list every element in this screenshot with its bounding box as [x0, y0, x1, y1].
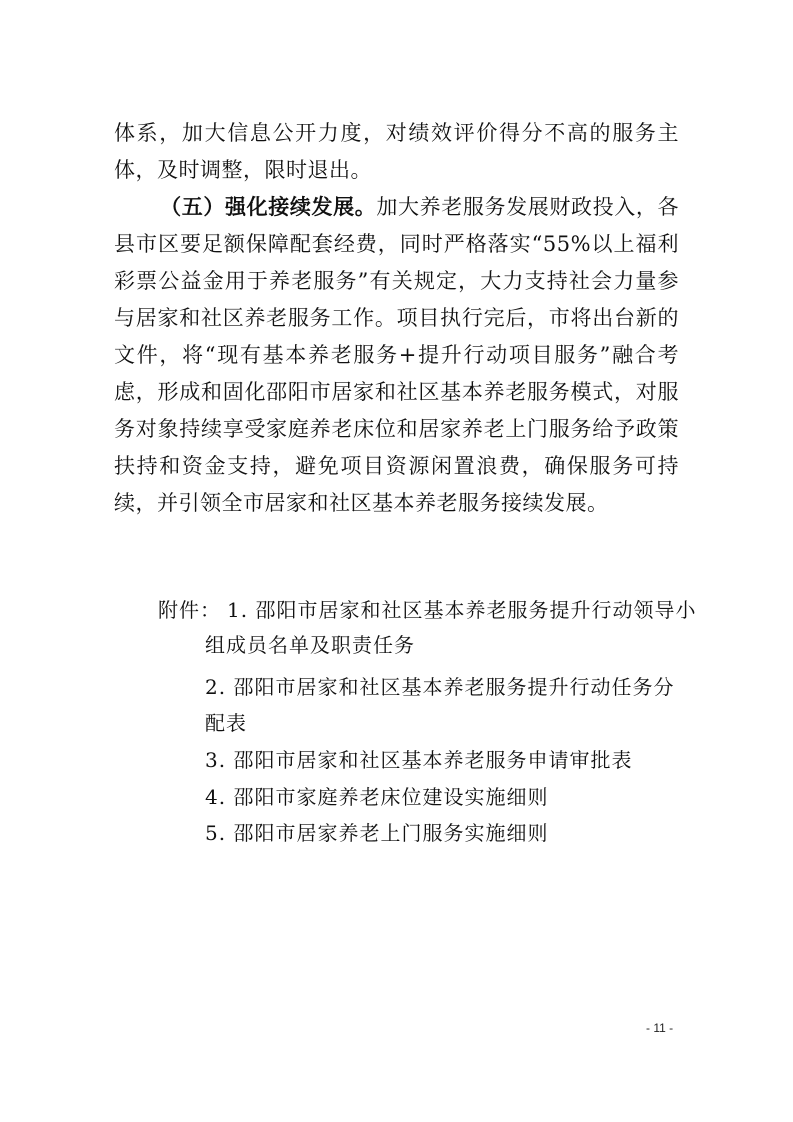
attachment-item-4: 4. 邵阳市家庭养老床位建设实施细则	[205, 785, 549, 809]
attachment-item-2: 2. 邵阳市居家和社区基本养老服务提升行动任务分	[205, 675, 675, 699]
attachment-item-1-continued: 组成员名单及职责任务	[205, 633, 415, 657]
attachment-item-5: 5. 邵阳市居家养老上门服务实施细则	[205, 821, 549, 845]
attachments-label: 附件：	[158, 598, 221, 622]
page-number: - 11 -	[646, 1021, 674, 1035]
attachment-item-1: 1. 邵阳市居家和社区基本养老服务提升行动领导小	[227, 598, 697, 622]
attachment-item-3: 3. 邵阳市居家和社区基本养老服务申请审批表	[205, 748, 633, 772]
section-heading: （五）强化接续发展。	[160, 195, 377, 219]
paragraph-continued-development	[114, 189, 679, 522]
attachment-item-2-continued: 配表	[205, 711, 247, 735]
paragraph-continuation: 体系，加大信息公开力度，对绩效评价得分不高的服务主体，及时调整，限时退出。	[114, 121, 679, 182]
paragraph-body: 加大养老服务发展财政投入，各县市区要足额保障配套经费，同时严格落实“55%以上福利彩票公益金用于养老服务”有关规定，大力支持社会力量参与居家和社区养老服务工作。项目执行完后，市将出台新的文件，将“现有基本养老服务+提升行动项目服务”融合考虑，形成和固化邵阳市居家和社区基本养老服务模式，对服务对象持续享受家庭养老床位和居家养老上门服务给予政策扶持和资金支持，避免项目资源闲置浪费，确保服务可持续，并引领全市居家和社区基本养老服务接续发展。	[114, 195, 679, 515]
